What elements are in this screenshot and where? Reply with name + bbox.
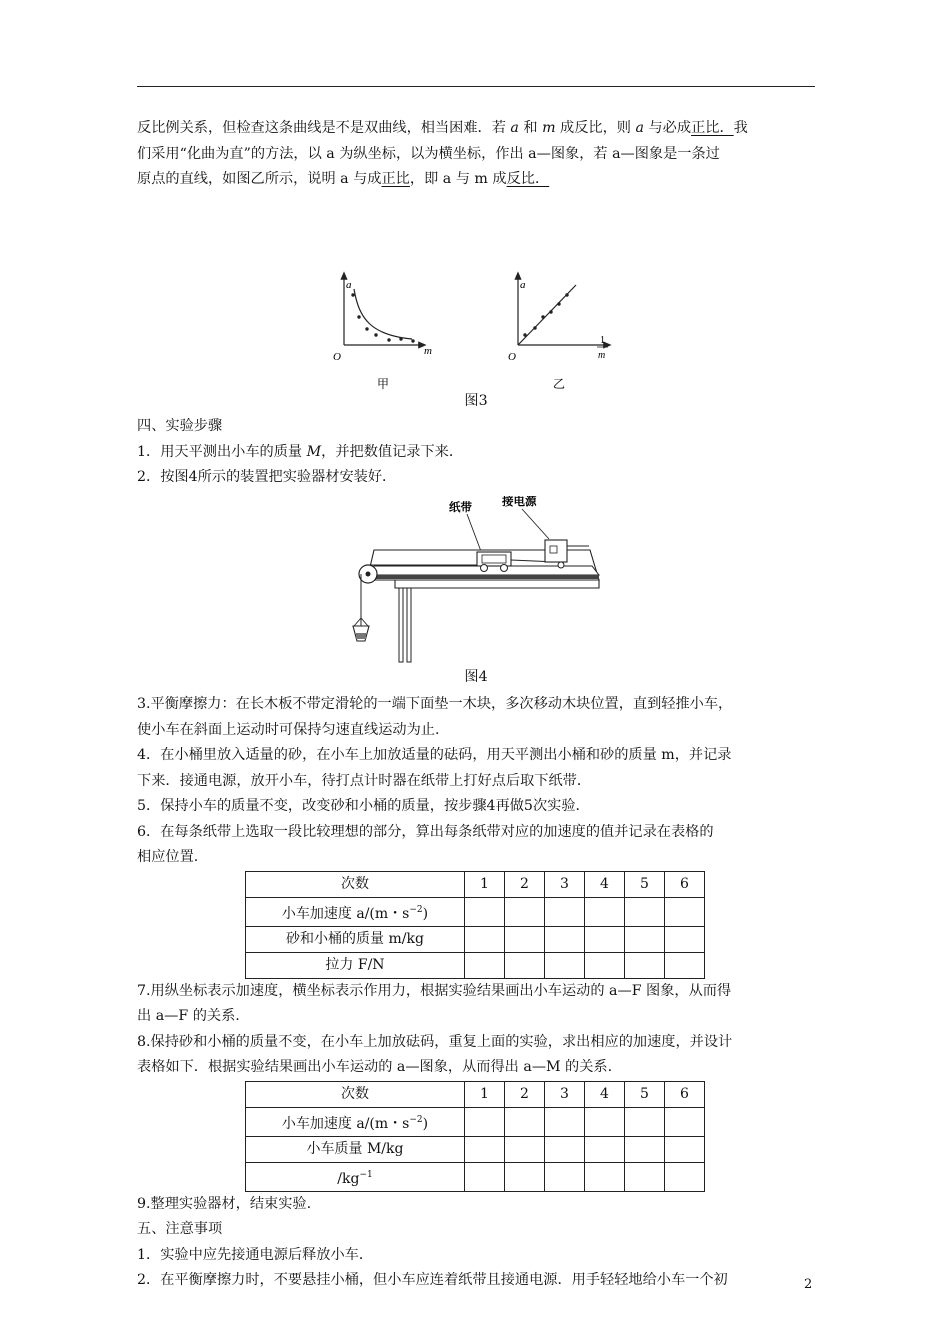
data-point [533,326,536,329]
col-header: 1 [465,1081,505,1107]
section-4-title: 四、实验步骤 [137,418,223,434]
step-7-line-1: 7.用纵坐标表示加速度，横坐标表示作用力，根据实验结果画出小车运动的 a—F 图象，从而得 [137,982,732,999]
text: 反比例关系，但检查这条曲线是不是双曲线，相当困难．若 [137,120,511,136]
header-rule [137,86,815,87]
data-point [411,339,414,342]
col-header: 2 [505,871,545,897]
var-M: M [306,443,322,460]
col-header: 5 [625,1081,665,1107]
step-3-line-1: 3.平衡摩擦力：在长木板不带定滑轮的一端下面垫一木块，多次移动木块位置，直到轻推小车， [137,696,733,712]
graph-yi [508,275,608,391]
bucket-handle [354,618,361,626]
table-cell [665,897,705,926]
text: 小车加速度 a/(m・s [281,905,410,922]
text: 1．用天平测出小车的质量 [137,443,307,460]
table-row [246,952,705,978]
step-9: 9.整理实验器材，结束实验. [137,1195,312,1212]
data-point [523,333,526,336]
pulley-axle [366,571,371,576]
table-cell [465,1107,505,1136]
data-point [541,315,544,318]
figure-3-graphs [137,193,815,391]
table-cell [585,926,625,952]
table-cell [465,1162,505,1191]
table-cell [545,1162,585,1191]
superscript: −1 [359,1169,373,1180]
table-leg [407,588,411,662]
data-point [557,302,560,305]
underlined-answer: 反比． [506,171,550,187]
table-row [246,926,705,952]
col-header: 2 [505,1081,545,1107]
table-cell [665,1162,705,1191]
row-label-acceleration [246,1107,465,1136]
bucket-handle [361,618,368,626]
table-cell [545,926,585,952]
table-cell [665,926,705,952]
table-row [246,897,705,926]
data-point [374,333,377,336]
data-point [357,315,360,318]
table-cell [505,897,545,926]
table-cell [625,897,665,926]
col-header: 5 [625,871,665,897]
intro-line-2: 们采用“化曲为直”的方法，以 a 为纵坐标，以为横坐标，作出 a—图象，若 a—图象是一条过 [137,145,720,162]
table-row [246,1162,705,1191]
table-cell [585,1162,625,1191]
leader-line [467,514,482,554]
table-header: 次数 [246,1081,465,1107]
table-cell [625,1162,665,1191]
table-cell [665,952,705,978]
table-row [246,1136,705,1162]
table-cell [505,1107,545,1136]
graph-label-jia: 甲 [377,376,390,391]
table-cell [625,926,665,952]
cart-wheel [481,564,488,571]
axis-label-a: a [520,278,526,291]
text: 与必成 [643,120,692,136]
data-point [351,293,354,296]
table-cell [585,1107,625,1136]
table-2 [245,1081,705,1192]
text: 原点的直线，如图乙所示，说明 a 与成 [137,171,382,187]
table-cell [465,952,505,978]
text: ) [422,1115,429,1132]
table-cell [665,1136,705,1162]
underlined-answer: 正比． [691,120,734,136]
sand [356,633,366,639]
text: 小车加速度 a/(m・s [281,1115,410,1132]
table-cell [545,1136,585,1162]
step-4-line-2: 下来．接通电源，放开小车，待打点计时器在纸带上打好点后取下纸带． [137,772,592,789]
axis-label-m: m [424,344,432,357]
table-cell [665,1107,705,1136]
col-header: 6 [665,1081,705,1107]
table-cell [585,1136,625,1162]
data-point [549,310,552,313]
table-cell [625,1136,665,1162]
superscript: −2 [409,1114,423,1125]
axis-label-m: m [598,349,606,361]
step-1 [137,440,815,466]
underlined-answer: 正比 [381,171,410,187]
note-2: 2．在平衡摩擦力时，不要悬挂小桶，但小车应连着纸带且接通电源．用手轻轻地给小车一个初 [137,1272,728,1288]
label-power-supply: 接电源 [502,495,537,508]
graph-jia [333,275,432,391]
text: 我 [733,120,748,136]
table-cell [545,897,585,926]
timer-clamp [558,562,564,568]
timer-part [550,546,557,553]
page-number: 2 [804,1277,813,1292]
col-header: 3 [545,1081,585,1107]
text: 和 [518,120,543,136]
data-point [565,293,568,296]
table-cell [505,926,545,952]
page-content [137,116,815,1294]
note-1: 1．实验中应先接通电源后释放小车． [137,1246,374,1263]
table-row [246,871,705,897]
axis-label-1: 1 [600,334,605,346]
label-paper-tape: 纸带 [449,499,472,514]
figure-3 [137,193,815,391]
text: ，并把数值记录下来． [321,443,464,460]
table-cell [505,952,545,978]
figure-4 [137,496,815,668]
graph-label-yi: 乙 [553,376,566,391]
section-5-title: 五、注意事项 [137,1221,223,1237]
step-4-line-1: 4．在小桶里放入适量的砂，在小车上加放适量的砝码，用天平测出小桶和砂的质量 m，并记录 [137,747,732,763]
hyperbola-curve [354,289,412,339]
table-row [246,1107,705,1136]
table-cell [465,897,505,926]
step-2: 2．按图4所示的装置把实验器材安装好． [137,469,397,485]
step-5: 5．保持小车的质量不变，改变砂和小桶的质量，按步骤4再做5次实验． [137,798,590,814]
row-label-mass: 砂和小桶的质量 m/kg [246,926,465,952]
table-row [246,1081,705,1107]
text: ) [422,905,429,922]
table-cell [585,897,625,926]
origin-label: O [508,350,516,363]
table-cell [545,952,585,978]
row-label-force: 拉力 F/N [246,952,465,978]
table-1 [245,871,705,979]
figure-3-caption: 图3 [464,392,488,409]
step-7-line-2: 出 a—F 的关系. [137,1008,240,1024]
text: /kg [337,1170,360,1187]
leader-line [522,509,549,539]
table-cell [505,1162,545,1191]
origin-label: O [333,350,341,363]
col-header: 3 [545,871,585,897]
table-cell [625,952,665,978]
step-8-line-2: 表格如下．根据实验结果画出小车运动的 a—图象，从而得出 a—M 的关系. [137,1059,613,1075]
table-cell [505,1136,545,1162]
col-header: 6 [665,871,705,897]
col-header: 4 [585,871,625,897]
var-a: a [510,120,519,136]
text: 成反比，则 [555,120,636,136]
data-point [365,327,368,330]
step-6-line-1: 6．在每条纸带上选取一段比较理想的部分，算出每条纸带对应的加速度的值并记录在表格的 [137,823,714,840]
step-6-line-2: 相应位置. [137,849,199,865]
superscript: −2 [409,904,423,915]
table-cell [465,1136,505,1162]
apparatus-diagram [137,496,815,668]
step-8-line-1: 8.保持砂和小桶的质量不变，在小车上加放砝码，重复上面的实验，求出相应的加速度，并设计 [137,1033,733,1050]
axis-label-a: a [346,278,352,291]
table-cell [465,926,505,952]
intro-line-1 [137,116,815,142]
data-point [399,337,402,340]
table-cell [625,1107,665,1136]
intro-line-3 [137,167,815,193]
var-m: m [542,120,556,136]
col-header: 4 [585,1081,625,1107]
table-header: 次数 [246,871,465,897]
table-edge [395,580,599,588]
cart-wheel [501,564,508,571]
board-side [365,575,599,579]
row-label-inverse-mass [246,1162,465,1191]
row-label-cart-mass: 小车质量 M/kg [246,1136,465,1162]
cart-weight [482,555,506,563]
step-3-line-2: 使小车在斜面上运动时可保持匀速直线运动为止. [137,721,440,738]
row-label-acceleration [246,897,465,926]
table-leg [399,588,403,662]
text: ，即 a 与 m 成 [409,171,507,187]
data-point [387,338,390,341]
col-header: 1 [465,871,505,897]
table-cell [585,952,625,978]
var-a: a [635,120,644,136]
table-cell [545,1107,585,1136]
figure-4-caption: 图4 [464,668,488,685]
